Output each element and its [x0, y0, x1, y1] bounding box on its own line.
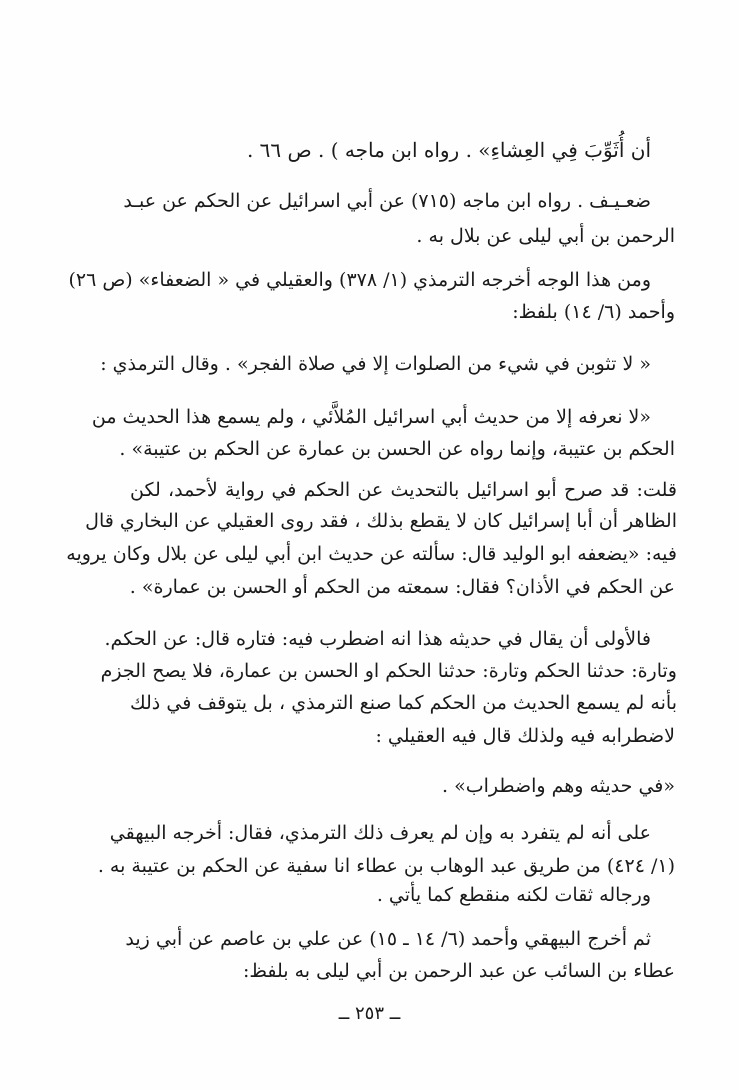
text-line-22: عطاء بن السائب عن عبد الرحمن بن أبي ليلى به بلفظ:	[242, 960, 675, 982]
text-line-17: «في حديثه وهم واضطراب» .	[442, 775, 675, 797]
text-line-5: وأحمد (٦/ ١٤) بلفظ:	[512, 301, 675, 323]
text-line-4: ومن هذا الوجه أخرجه الترمذي (١/ ٣٧٨) والعقيلي في « الضعفاء» (ص ٢٦)	[68, 269, 651, 291]
page-number: ــ ٢٥٣ ــ	[338, 1003, 401, 1024]
text-line-7: «لا نعرفه إلا من حديث أبي اسرائيل المُلاَّئي ، ولم يسمع هذا الحديث من	[91, 406, 651, 428]
text-line-10: الظاهر أن أبا إسرائيل كان لا يقطع بذلك ، فقد روى العقيلي عن البخاري قال	[85, 510, 677, 532]
text-line-16: لاضطرابه فيه ولذلك قال فيه العقيلي :	[375, 725, 675, 747]
text-line-21: ثم أخرج البيهقي وأحمد (٦/ ١٤ ـ ١٥) عن علي بن عاصم عن أبي زيد	[125, 928, 651, 950]
text-line-14: وتارة: حدثنا الحكم وتارة: حدثنا الحكم او الحسن بن عمارة، فلا يصح الجزم	[100, 660, 677, 682]
text-line-13: فالأولى أن يقال في حديثه هذا انه اضطرب فيه: فتاره قال: عن الحكم.	[104, 628, 651, 650]
text-line-9: قلت: قد صرح أبو اسرائيل بالتحديث عن الحكم في رواية لأحمد، لكن	[130, 479, 677, 501]
text-line-6: « لا تثوبن في شيء من الصلوات إلا في صلاة الفجر» . وقال الترمذي :	[100, 353, 651, 375]
text-line-18: على أنه لم يتفرد به وإن لم يعرف ذلك الترمذي، فقال: أخرجه البيهقي	[109, 822, 651, 844]
text-line-8: الحكم بن عتيبة، وإنما رواه عن الحسن بن عمارة عن الحكم بن عتيبة» .	[119, 438, 675, 460]
text-line-11: فيه: «يضعفه ابو الوليد قال: سألته عن حديث ابن أبي ليلى عن بلال وكان يرويه	[66, 543, 677, 565]
text-line-1: أن أُثَوِّبَ فِي العِشاءِ» . رواه ابن ماجه ) . ص ٦٦ .	[246, 138, 651, 162]
text-line-19: (١/ ٤٢٤) من طريق عبد الوهاب بن عطاء انا سفية عن الحكم بن عتيبة به .	[97, 855, 675, 877]
text-line-3: الرحمن بن أبي ليلى عن بلال به .	[416, 225, 675, 247]
text-line-12: عن الحكم في الأذان؟ فقال: سمعته من الحكم أو الحسن بن عمارة» .	[129, 576, 675, 598]
text-line-15: بأنه لم يسمع الحديث من الحكم كما صنع الترمذي ، بل يتوقف في ذلك	[130, 692, 677, 714]
text-line-20: ورجاله ثقات لكنه منقطع كما يأتي .	[376, 884, 651, 906]
text-line-2: ضعـيـف . رواه ابن ماجه (٧١٥) عن أبي اسرائيل عن الحكم عن عبـد	[123, 190, 651, 212]
